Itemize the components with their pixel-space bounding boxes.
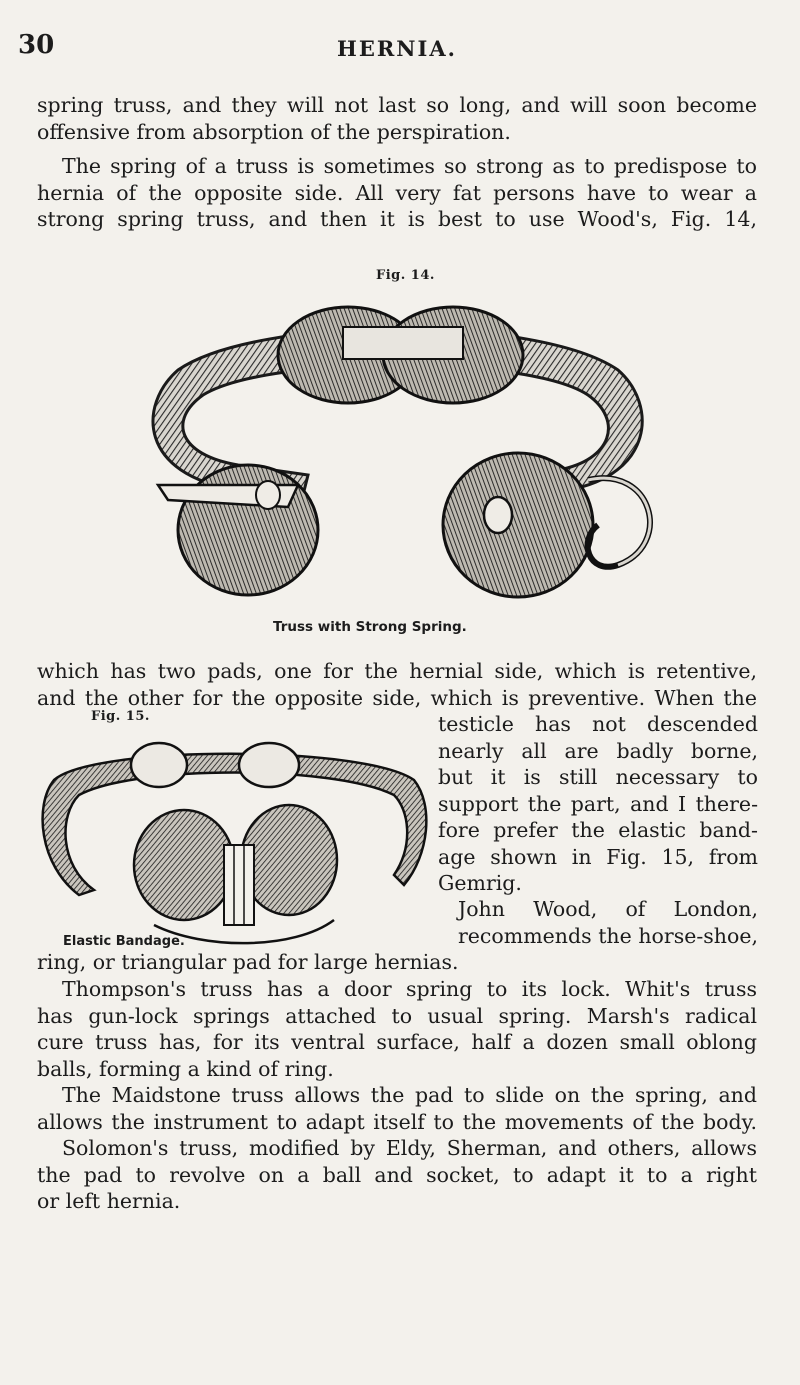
text-line: recommends the horse-shoe, [458, 923, 758, 948]
text-line: hernia of the opposite side. All very fat persons have to wear a [37, 180, 757, 205]
paragraph-5 [37, 976, 757, 1082]
bandage-left-pad [134, 810, 234, 920]
paragraph-4-side-column [438, 896, 758, 949]
text-line: or left hernia. [37, 1189, 181, 1213]
figure-15-label: Fig. 15. [91, 709, 150, 724]
text-line: testicle has not descended [438, 712, 758, 736]
text-line: Solomon's truss, modified by Eldy, Sherman, and others, allows [62, 1136, 757, 1160]
text-line: Gemrig. [438, 871, 522, 895]
text-line: strong spring truss, and then it is best to use Wood's, Fig. 14, [37, 207, 757, 231]
text-line: allows the instrument to adapt itself to the movements of the body. [37, 1109, 757, 1134]
text-line: spring truss, and they will not last so long, and will soon become [37, 93, 757, 117]
figure-15-caption: Elastic Bandage. [63, 934, 185, 949]
paragraph-3-side-column [438, 711, 758, 897]
figure-14-caption: Truss with Strong Spring. [273, 619, 467, 635]
running-head: HERNIA. [337, 36, 457, 61]
page-number: 30 [18, 30, 55, 60]
text-line: Thompson's truss has a door spring to its lock. Whit's truss [62, 977, 757, 1001]
text-line: The spring of a truss is sometimes so strong as to predispose to [62, 154, 757, 178]
paragraph-4 [37, 949, 757, 976]
text-line: balls, forming a kind of ring. [37, 1056, 334, 1081]
text-line: John Wood, of London, [458, 897, 758, 921]
text-line: cure truss has, for its ventral surface, half a dozen small oblong [37, 1030, 757, 1054]
text-line: nearly all are badly borne, [438, 738, 758, 763]
text-line: the pad to revolve on a ball and socket, to adapt it to a right [37, 1162, 757, 1187]
text-line: ring, or triangular pad for large hernias. [37, 950, 459, 974]
paragraph-6 [37, 1082, 757, 1135]
figure-15-illustration [34, 725, 434, 945]
text-line: The Maidstone truss allows the pad to slide on the spring, and [62, 1083, 757, 1107]
figure-14-illustration [118, 285, 678, 615]
paragraph-1 [37, 92, 757, 145]
paragraph-3 [37, 658, 757, 711]
paragraph-7 [37, 1135, 757, 1215]
text-line: has gun-lock springs attached to usual spring. Marsh's radical [37, 1003, 757, 1028]
text-line: offensive from absorption of the perspiration. [37, 119, 511, 144]
text-line: and the other for the opposite side, which is preventive. When the [37, 685, 757, 710]
text-line: age shown in Fig. 15, from [438, 844, 758, 869]
text-line: which has two pads, one for the hernial side, which is retentive, [37, 659, 757, 683]
paragraph-2 [37, 153, 757, 233]
text-line: but it is still necessary to [438, 765, 758, 789]
figure-14-label: Fig. 14. [376, 268, 435, 283]
bandage-right-pad [241, 805, 337, 915]
text-line: fore prefer the elastic band- [438, 818, 758, 842]
truss-right-pad [443, 453, 593, 597]
text-line: support the part, and I there- [438, 791, 758, 816]
